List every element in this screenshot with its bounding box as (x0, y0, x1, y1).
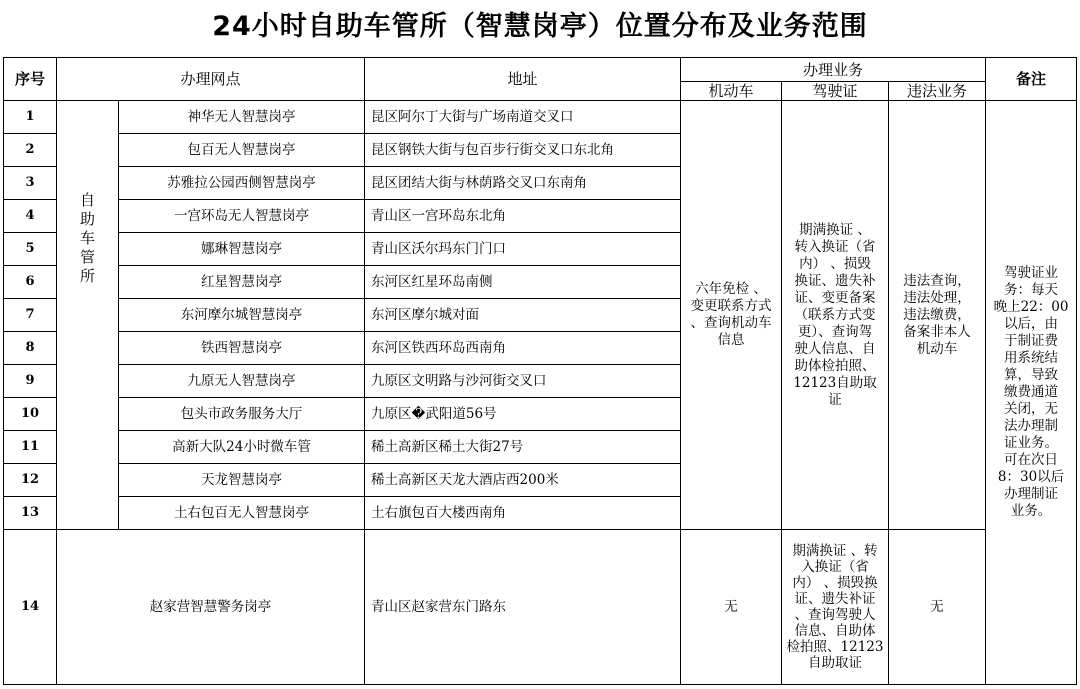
row-address: 昆区团结大街与林荫路交叉口东南角 (365, 167, 681, 200)
header-license: 驾驶证 (782, 82, 889, 101)
row-site: 赵家营智慧警务岗亭 (57, 530, 365, 685)
row-vehicle-business: 无 (681, 530, 782, 685)
row-site: 红星智慧岗亭 (119, 266, 365, 299)
row-seq: 2 (4, 134, 57, 167)
row-address: 青山区一宫环岛东北角 (365, 200, 681, 233)
service-table (3, 57, 1077, 685)
row-seq: 9 (4, 365, 57, 398)
row-seq: 13 (4, 497, 57, 530)
header-vehicle: 机动车 (681, 82, 782, 101)
row-seq: 3 (4, 167, 57, 200)
row-seq: 5 (4, 233, 57, 266)
row-seq: 11 (4, 431, 57, 464)
table-row (4, 101, 1077, 134)
row-seq: 10 (4, 398, 57, 431)
row-site: 东河摩尔城智慧岗亭 (119, 299, 365, 332)
row-address: 东河区红星环岛南侧 (365, 266, 681, 299)
header-row-1 (4, 58, 1077, 82)
group-license-business: 期满换证 、 转入换证（省 内） 、损毁 换证、遗失补 证、变更备案 （联系方式变 更）、查询驾 驶人信息、自 助体检拍照、 12123自助取 证 (782, 101, 889, 530)
row-address: 土右旗包百大楼西南角 (365, 497, 681, 530)
row-seq: 8 (4, 332, 57, 365)
header-violation: 违法业务 (889, 82, 986, 101)
header-business: 办理业务 (681, 58, 986, 82)
row-site: 九原无人智慧岗亭 (119, 365, 365, 398)
row-site: 天龙智慧岗亭 (119, 464, 365, 497)
row-address: 昆区阿尔丁大街与广场南道交叉口 (365, 101, 681, 134)
page-title: 24小时自助车管所（智慧岗亭）位置分布及业务范围 (212, 11, 868, 42)
row-address: 东河区摩尔城对面 (365, 299, 681, 332)
row-site: 包头市政务服务大厅 (119, 398, 365, 431)
row-site: 土右包百无人智慧岗亭 (119, 497, 365, 530)
group-vehicle-business: 六年免检 、 变更联系方式 、查询机动车 信息 (681, 101, 782, 530)
row-site: 包百无人智慧岗亭 (119, 134, 365, 167)
row-site: 神华无人智慧岗亭 (119, 101, 365, 134)
row-address: 九原区�武阳道56号 (365, 398, 681, 431)
group-label: 自 助 车 管 所 (57, 101, 119, 530)
row-violation-business: 无 (889, 530, 986, 685)
remark-note: 驾驶证业 务：每天 晚上22：00 以后，由 于制证费 用系统结 算，导致 缴费通道 关闭，无 法办理制 证业务。 可在次日 8：30以后 办理制证 业务。 (986, 101, 1077, 685)
row-address: 稀土高新区天龙大酒店西200米 (365, 464, 681, 497)
row-seq: 12 (4, 464, 57, 497)
row-site: 铁西智慧岗亭 (119, 332, 365, 365)
header-remark: 备注 (986, 58, 1077, 101)
row-license-business: 期满换证 、转 入换证（省 内） 、损毁换 证、遗失补证 、查询驾驶人 信息、自助体 检拍照、12123 自助取证 (782, 530, 889, 685)
row-address: 昆区钢铁大街与包百步行街交叉口东北角 (365, 134, 681, 167)
row-seq: 1 (4, 101, 57, 134)
row-address: 青山区赵家营东门路东 (365, 530, 681, 685)
row-seq: 6 (4, 266, 57, 299)
row-site: 娜琳智慧岗亭 (119, 233, 365, 266)
row-seq: 14 (4, 530, 57, 685)
row-address: 九原区文明路与沙河街交叉口 (365, 365, 681, 398)
table-row (4, 530, 1077, 685)
row-site: 苏雅拉公园西侧智慧岗亭 (119, 167, 365, 200)
row-address: 青山区沃尔玛东门门口 (365, 233, 681, 266)
row-seq: 7 (4, 299, 57, 332)
header-seq: 序号 (4, 58, 57, 101)
header-site: 办理网点 (57, 58, 365, 101)
row-site: 一宫环岛无人智慧岗亭 (119, 200, 365, 233)
row-address: 稀土高新区稀土大街27号 (365, 431, 681, 464)
header-address: 地址 (365, 58, 681, 101)
row-address: 东河区铁西环岛西南角 (365, 332, 681, 365)
row-site: 高新大队24小时微车管 (119, 431, 365, 464)
row-seq: 4 (4, 200, 57, 233)
group-violation-business: 违法查询， 违法处理， 违法缴费， 备案非本人 机动车 (889, 101, 986, 530)
